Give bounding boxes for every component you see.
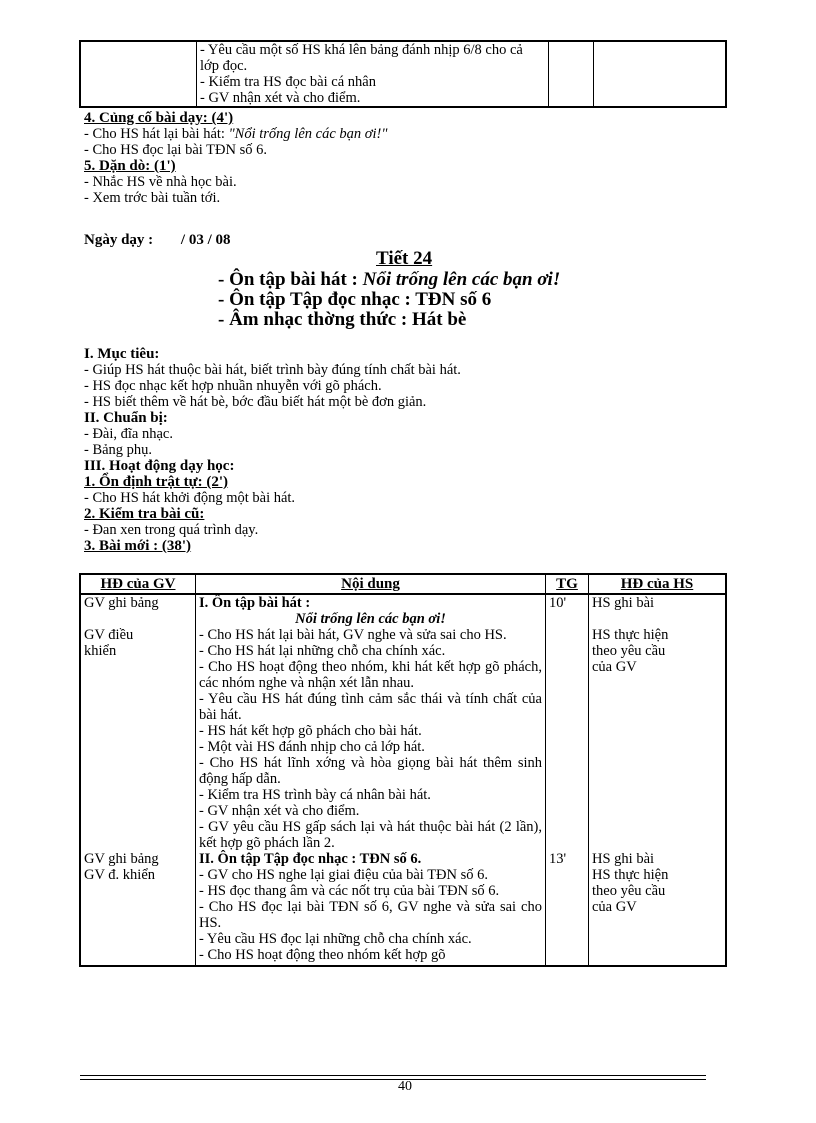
song-name: Nổi trống lên các bạn ơi! bbox=[362, 269, 561, 290]
top-continuation-table bbox=[79, 40, 727, 108]
objective-item: - HS biết thêm về hát bè, bớc đầu biết hát một bè đơn giản. bbox=[84, 394, 427, 410]
page-number: 40 bbox=[398, 1079, 412, 1094]
hs-cell bbox=[589, 851, 727, 966]
song-name: "Nổi trống lên các bạn ơi!" bbox=[228, 126, 388, 142]
table-header-row bbox=[80, 574, 726, 594]
hs-line: HS thực hiện bbox=[592, 627, 669, 643]
content-item: - Cho HS hoạt động theo nhóm kết hợp gõ bbox=[199, 947, 446, 963]
header-content: Nội dung bbox=[196, 574, 546, 594]
gv-line: GV đ. khiển bbox=[84, 867, 156, 883]
header-gv: HĐ của GV bbox=[80, 574, 196, 594]
content-item: - GV yêu cầu HS gấp sách lại và hát thuộc bài hát (2 lần), kết hợp gõ phách lần 2. bbox=[199, 819, 542, 851]
song-name: Nổi trống lên các bạn ơi! bbox=[295, 611, 446, 627]
teaching-date bbox=[84, 232, 231, 248]
consolidation-line: - Cho HS hát lại bài hát: "Nổi trống lên các bạn ơi!" bbox=[84, 126, 388, 142]
date-value: / 03 / 08 bbox=[180, 232, 231, 248]
consolidation-heading: 4. Củng cố bài dạy: (4') bbox=[84, 110, 234, 126]
consolidation-line: - Cho HS đọc lại bài TĐN số 6. bbox=[84, 142, 267, 158]
content-line: - GV nhận xét và cho điểm. bbox=[200, 90, 361, 106]
content-item: - Yêu cầu HS đọc lại những chỗ cha chính xác. bbox=[199, 931, 472, 947]
gv-line: GV điều bbox=[84, 627, 134, 643]
content-item: - Yêu cầu HS hát đúng tình cảm sắc thái và tính chất của bài hát. bbox=[199, 691, 542, 723]
content-item: - Một vài HS đánh nhịp cho cả lớp hát. bbox=[199, 739, 425, 755]
footer-rule-top bbox=[80, 1075, 706, 1076]
gv-line: khiển bbox=[84, 643, 117, 659]
preparation-item: - Bảng phụ. bbox=[84, 442, 153, 458]
closing-block bbox=[84, 110, 724, 206]
content-item: - HS hát kết hợp gõ phách cho bài hát. bbox=[199, 723, 422, 739]
stabilize-item: - Cho HS hát khởi động một bài hát. bbox=[84, 490, 296, 506]
table-row bbox=[80, 594, 726, 851]
section-title: II. Ôn tập Tập đọc nhạc : TĐN số 6. bbox=[199, 851, 422, 867]
preparation-heading: II. Chuẩn bị: bbox=[84, 410, 168, 426]
tg-cell bbox=[549, 41, 594, 107]
hs-line: HS thực hiện bbox=[592, 867, 669, 883]
hs-line: của GV bbox=[592, 899, 637, 915]
lesson-topic-3: - Âm nhạc thờng thức : Hát bè bbox=[218, 309, 467, 330]
objective-item: - HS đọc nhạc kết hợp nhuần nhuyễn với gõ phách. bbox=[84, 378, 382, 394]
content-item: - HS đọc thang âm và các nốt trụ của bài TĐN số 6. bbox=[199, 883, 500, 899]
content-item: - Kiểm tra HS trình bày cá nhân bài hát. bbox=[199, 787, 431, 803]
objective-item: - Giúp HS hát thuộc bài hát, biết trình bày đúng tính chất bài hát. bbox=[84, 362, 461, 378]
tg-cell: 10' bbox=[546, 594, 589, 851]
objectives-heading: I. Mục tiêu: bbox=[84, 346, 160, 362]
hs-cell bbox=[594, 41, 727, 107]
hs-line: theo yêu cầu bbox=[592, 883, 666, 899]
lesson-topic-2: - Ôn tập Tập đọc nhạc : TĐN số 6 bbox=[218, 289, 492, 310]
content-cell bbox=[196, 594, 546, 851]
stabilize-heading: 1. Ổn định trật tự: (2') bbox=[84, 474, 229, 490]
review-heading: 2. Kiểm tra bài cũ: bbox=[84, 506, 205, 522]
activities-table bbox=[79, 573, 727, 967]
content-cell bbox=[197, 41, 549, 107]
gv-line: GV ghi bảng bbox=[84, 851, 159, 867]
content-cell bbox=[196, 851, 546, 966]
activities-heading: III. Hoạt động dạy học: bbox=[84, 458, 235, 474]
gv-line: GV ghi bảng bbox=[84, 595, 159, 611]
content-line: - Yêu cầu một số HS khá lên bảng đánh nhịp 6/8 cho cả lớp đọc. bbox=[200, 42, 523, 74]
hs-line: HS ghi bài bbox=[592, 851, 655, 867]
content-item: - Cho HS đọc lại bài TĐN số 6, GV nghe và sửa sai cho HS. bbox=[199, 899, 542, 931]
lesson-plan-body bbox=[84, 346, 724, 554]
hs-line: của GV bbox=[592, 659, 637, 675]
content-item: - Cho HS hát lại những chỗ cha chính xác. bbox=[199, 643, 446, 659]
content-item: - GV nhận xét và cho điểm. bbox=[199, 803, 360, 819]
preparation-item: - Đài, đĩa nhạc. bbox=[84, 426, 173, 442]
content-item: - Cho HS hoạt động theo nhóm, khi hát kết hợp gõ phách, các nhóm nghe và nhận xét lẫn nhau. bbox=[199, 659, 542, 691]
section-title: I. Ôn tập bài hát : bbox=[199, 595, 311, 611]
header-hs: HĐ của HS bbox=[589, 574, 727, 594]
hs-cell bbox=[589, 594, 727, 851]
footer-rule-bottom bbox=[80, 1079, 706, 1080]
date-label: Ngày dạy : bbox=[84, 232, 154, 248]
lesson-topic-1: - Ôn tập bài hát : Nổi trống lên các bạn ơi! bbox=[218, 269, 561, 290]
tg-cell: 13' bbox=[546, 851, 589, 966]
gv-cell bbox=[80, 851, 196, 966]
content-item: - Cho HS hát lĩnh xớng và hòa giọng bài hát thêm sinh động hấp dẫn. bbox=[199, 755, 542, 787]
hs-line: theo yêu cầu bbox=[592, 643, 666, 659]
gv-cell bbox=[80, 594, 196, 851]
content-line: - Kiểm tra HS đọc bài cá nhân bbox=[200, 74, 376, 90]
gv-cell bbox=[80, 41, 197, 107]
content-item: - Cho HS hát lại bài hát, GV nghe và sửa sai cho HS. bbox=[199, 627, 507, 643]
header-tg: TG bbox=[546, 574, 589, 594]
dismissal-line: - Xem trớc bài tuần tới. bbox=[84, 190, 221, 206]
new-lesson-heading: 3. Bài mới : (38') bbox=[84, 538, 192, 554]
hs-line: HS ghi bài bbox=[592, 595, 655, 611]
dismissal-heading: 5. Dặn dò: (1') bbox=[84, 158, 176, 174]
content-item: - GV cho HS nghe lại giai điệu của bài TĐN số 6. bbox=[199, 867, 489, 883]
dismissal-line: - Nhắc HS về nhà học bài. bbox=[84, 174, 237, 190]
table-row bbox=[80, 851, 726, 966]
review-item: - Đan xen trong quá trình dạy. bbox=[84, 522, 259, 538]
lesson-title: Tiết 24 bbox=[376, 248, 433, 269]
